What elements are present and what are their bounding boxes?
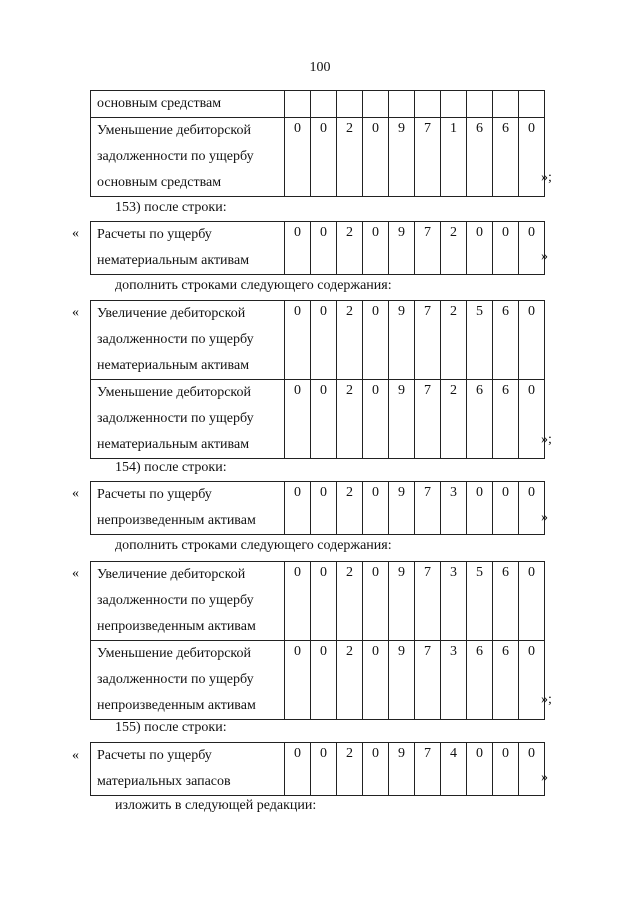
row-label-line: непроизведенным активам bbox=[97, 698, 256, 713]
code-digit-cell: 6 bbox=[493, 118, 519, 197]
code-digit-cell: 0 bbox=[467, 743, 493, 796]
table-155-row bbox=[90, 742, 545, 796]
opening-quote: « bbox=[72, 566, 79, 581]
code-digit-cell: 7 bbox=[415, 380, 441, 459]
code-digit-cell: 2 bbox=[337, 743, 363, 796]
code-digit-cell bbox=[337, 91, 363, 118]
code-digit-cell: 0 bbox=[519, 301, 545, 380]
row-label-line: задолженности по ущербу bbox=[97, 593, 254, 608]
code-digit-cell: 0 bbox=[285, 641, 311, 720]
code-digit-cell: 0 bbox=[285, 380, 311, 459]
code-digit-cell: 0 bbox=[285, 562, 311, 641]
code-digit-cell: 6 bbox=[493, 301, 519, 380]
code-digit-cell bbox=[415, 91, 441, 118]
code-digit-cell: 0 bbox=[311, 222, 337, 275]
row-label bbox=[91, 641, 285, 720]
row-label-line: Уменьшение дебиторской bbox=[97, 646, 252, 661]
code-digit-cell: 6 bbox=[493, 562, 519, 641]
code-digit-cell bbox=[363, 91, 389, 118]
code-digit-cell: 7 bbox=[415, 222, 441, 275]
code-digit-cell: 2 bbox=[337, 482, 363, 535]
item-154-heading: 154) после строки: bbox=[115, 460, 227, 475]
code-digit-cell: 9 bbox=[389, 482, 415, 535]
closing-quote: »; bbox=[541, 432, 552, 447]
row-label-line: непроизведенным активам bbox=[97, 619, 256, 634]
code-digit-cell: 0 bbox=[363, 562, 389, 641]
table-row bbox=[91, 222, 545, 275]
code-digit-cell bbox=[441, 91, 467, 118]
code-digit-cell: 7 bbox=[415, 641, 441, 720]
opening-quote: « bbox=[72, 226, 79, 241]
code-digit-cell: 7 bbox=[415, 301, 441, 380]
row-label-line: материальных запасов bbox=[97, 774, 231, 789]
code-digit-cell: 0 bbox=[519, 562, 545, 641]
code-digit-cell: 6 bbox=[493, 380, 519, 459]
row-label bbox=[91, 482, 285, 535]
code-digit-cell: 7 bbox=[415, 743, 441, 796]
code-digit-cell: 7 bbox=[415, 482, 441, 535]
row-label-line: основным средствам bbox=[97, 96, 222, 111]
code-digit-cell: 9 bbox=[389, 380, 415, 459]
code-digit-cell: 0 bbox=[311, 380, 337, 459]
table-row bbox=[91, 482, 545, 535]
code-digit-cell: 3 bbox=[441, 641, 467, 720]
code-digit-cell bbox=[493, 91, 519, 118]
code-digit-cell: 0 bbox=[311, 301, 337, 380]
row-label-line: задолженности по ущербу bbox=[97, 411, 254, 426]
code-digit-cell: 1 bbox=[441, 118, 467, 197]
table-row bbox=[91, 562, 545, 641]
row-label bbox=[91, 380, 285, 459]
table-153-row bbox=[90, 221, 545, 275]
table-154-additions bbox=[90, 561, 545, 720]
table-row bbox=[91, 380, 545, 459]
code-digit-cell: 9 bbox=[389, 222, 415, 275]
opening-quote: « bbox=[72, 748, 79, 763]
add-rows-text: дополнить строками следующего содержания: bbox=[115, 278, 392, 293]
code-digit-cell: 5 bbox=[467, 301, 493, 380]
code-digit-cell: 6 bbox=[467, 118, 493, 197]
code-digit-cell: 0 bbox=[363, 641, 389, 720]
row-label-line: Уменьшение дебиторской bbox=[97, 123, 252, 138]
code-digit-cell bbox=[311, 91, 337, 118]
code-digit-cell: 2 bbox=[441, 380, 467, 459]
row-label-line: непроизведенным активам bbox=[97, 513, 256, 528]
row-label bbox=[91, 562, 285, 641]
code-digit-cell: 4 bbox=[441, 743, 467, 796]
code-digit-cell: 9 bbox=[389, 562, 415, 641]
code-digit-cell: 0 bbox=[285, 743, 311, 796]
row-label bbox=[91, 91, 285, 118]
code-digit-cell: 6 bbox=[467, 380, 493, 459]
code-digit-cell: 0 bbox=[311, 743, 337, 796]
closing-quote: » bbox=[541, 770, 548, 785]
code-digit-cell: 2 bbox=[337, 641, 363, 720]
code-digit-cell: 0 bbox=[467, 222, 493, 275]
code-digit-cell: 0 bbox=[363, 301, 389, 380]
code-digit-cell: 0 bbox=[363, 743, 389, 796]
code-digit-cell: 0 bbox=[519, 641, 545, 720]
table-row bbox=[91, 118, 545, 197]
row-label-line: нематериальным активам bbox=[97, 437, 250, 452]
code-digit-cell: 2 bbox=[337, 562, 363, 641]
table-row bbox=[91, 91, 545, 118]
row-label-line: задолженности по ущербу bbox=[97, 672, 254, 687]
final-instruction: изложить в следующей редакции: bbox=[115, 798, 317, 813]
code-digit-cell: 3 bbox=[441, 562, 467, 641]
table-row bbox=[91, 301, 545, 380]
code-digit-cell: 0 bbox=[311, 118, 337, 197]
code-digit-cell: 2 bbox=[441, 301, 467, 380]
add-rows-text: дополнить строками следующего содержания: bbox=[115, 538, 392, 553]
row-label bbox=[91, 301, 285, 380]
code-digit-cell: 0 bbox=[311, 641, 337, 720]
row-label bbox=[91, 743, 285, 796]
code-digit-cell: 0 bbox=[519, 222, 545, 275]
code-digit-cell: 2 bbox=[337, 301, 363, 380]
code-digit-cell bbox=[467, 91, 493, 118]
table-fixed-assets bbox=[90, 90, 545, 197]
code-digit-cell: 0 bbox=[519, 482, 545, 535]
code-digit-cell: 2 bbox=[337, 380, 363, 459]
code-digit-cell: 9 bbox=[389, 641, 415, 720]
page-number: 100 bbox=[309, 60, 331, 75]
row-label-line: Уменьшение дебиторской bbox=[97, 385, 252, 400]
closing-quote: »; bbox=[541, 170, 552, 185]
code-digit-cell: 0 bbox=[493, 222, 519, 275]
code-digit-cell: 0 bbox=[519, 743, 545, 796]
code-digit-cell: 3 bbox=[441, 482, 467, 535]
row-label bbox=[91, 118, 285, 197]
table-153-additions bbox=[90, 300, 545, 459]
code-digit-cell: 0 bbox=[363, 222, 389, 275]
row-label-line: Расчеты по ущербу bbox=[97, 487, 212, 502]
code-digit-cell: 2 bbox=[441, 222, 467, 275]
item-153-heading: 153) после строки: bbox=[115, 200, 227, 215]
code-digit-cell: 0 bbox=[285, 301, 311, 380]
code-digit-cell: 6 bbox=[467, 641, 493, 720]
code-digit-cell: 0 bbox=[363, 482, 389, 535]
code-digit-cell: 0 bbox=[493, 482, 519, 535]
code-digit-cell: 0 bbox=[519, 380, 545, 459]
code-digit-cell: 2 bbox=[337, 222, 363, 275]
code-digit-cell: 5 bbox=[467, 562, 493, 641]
row-label-line: Расчеты по ущербу bbox=[97, 227, 212, 242]
code-digit-cell: 2 bbox=[337, 118, 363, 197]
code-digit-cell: 0 bbox=[493, 743, 519, 796]
code-digit-cell bbox=[519, 91, 545, 118]
code-digit-cell bbox=[389, 91, 415, 118]
row-label-line: задолженности по ущербу bbox=[97, 332, 254, 347]
row-label bbox=[91, 222, 285, 275]
opening-quote: « bbox=[72, 305, 79, 320]
closing-quote: » bbox=[541, 249, 548, 264]
code-digit-cell: 9 bbox=[389, 743, 415, 796]
table-row bbox=[91, 641, 545, 720]
row-label-line: нематериальным активам bbox=[97, 358, 250, 373]
item-155-heading: 155) после строки: bbox=[115, 720, 227, 735]
code-digit-cell: 9 bbox=[389, 301, 415, 380]
row-label-line: Увеличение дебиторской bbox=[97, 306, 246, 321]
closing-quote: »; bbox=[541, 692, 552, 707]
row-label-line: Расчеты по ущербу bbox=[97, 748, 212, 763]
code-digit-cell: 0 bbox=[285, 222, 311, 275]
table-154-row bbox=[90, 481, 545, 535]
closing-quote: » bbox=[541, 510, 548, 525]
code-digit-cell bbox=[285, 91, 311, 118]
code-digit-cell: 0 bbox=[467, 482, 493, 535]
code-digit-cell: 0 bbox=[311, 482, 337, 535]
code-digit-cell: 0 bbox=[363, 380, 389, 459]
code-digit-cell: 0 bbox=[285, 118, 311, 197]
code-digit-cell: 6 bbox=[493, 641, 519, 720]
table-row bbox=[91, 743, 545, 796]
code-digit-cell: 0 bbox=[363, 118, 389, 197]
code-digit-cell: 0 bbox=[311, 562, 337, 641]
code-digit-cell: 0 bbox=[285, 482, 311, 535]
code-digit-cell: 7 bbox=[415, 118, 441, 197]
row-label-line: нематериальным активам bbox=[97, 253, 250, 268]
row-label-line: Увеличение дебиторской bbox=[97, 567, 246, 582]
code-digit-cell: 0 bbox=[519, 118, 545, 197]
code-digit-cell: 9 bbox=[389, 118, 415, 197]
row-label-line: основным средствам bbox=[97, 175, 222, 190]
opening-quote: « bbox=[72, 486, 79, 501]
row-label-line: задолженности по ущербу bbox=[97, 149, 254, 164]
code-digit-cell: 7 bbox=[415, 562, 441, 641]
